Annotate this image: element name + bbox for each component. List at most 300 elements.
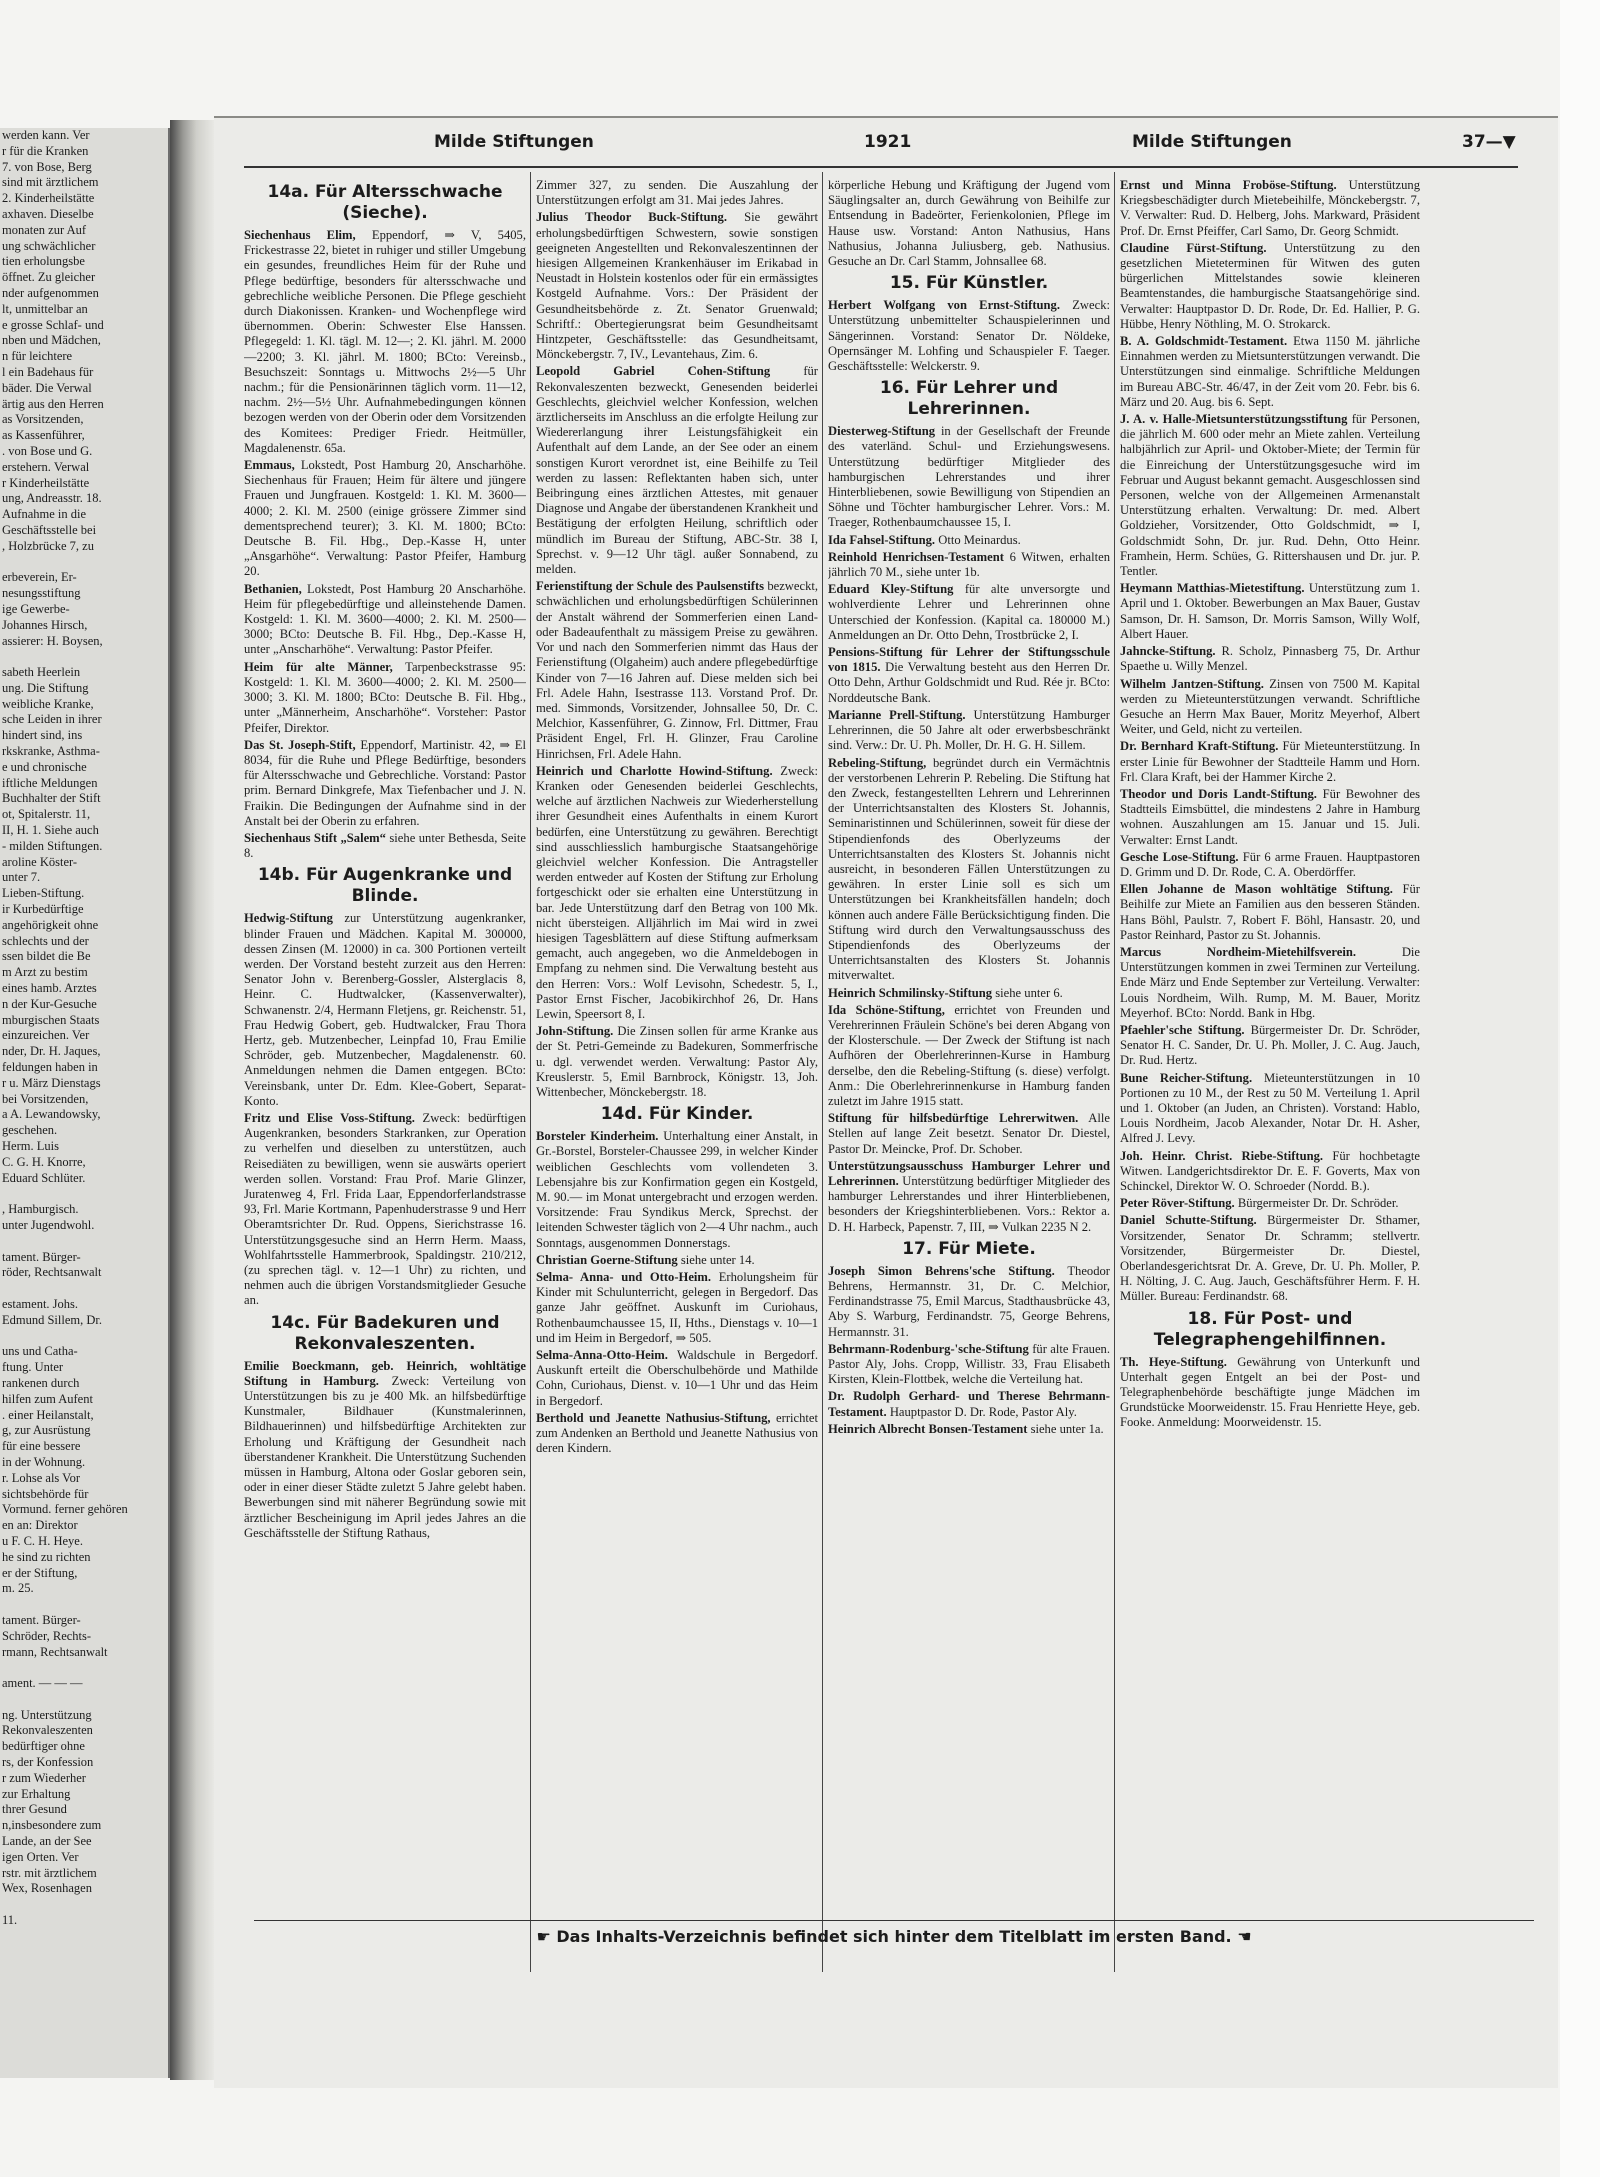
entry-text: für alte unversorgte und wohlverdiente Lehrer und Lehrerinnen ohne Unterschied der Konfession. (Kapital ca. 180000 M.) Anmeldungen an Dr. Otto Dehn, Trostbrücke 2, I. [828, 582, 1110, 642]
page [214, 116, 1558, 2088]
entry [1120, 739, 1420, 785]
entry [244, 738, 526, 829]
prev-page-line: nder aufgenommen [2, 285, 99, 300]
prev-page-line: ige Gewerbe- [2, 601, 70, 616]
entry-title: Reinhold Henrichsen-Testament [828, 549, 1004, 564]
entry [1120, 1355, 1420, 1431]
entry [828, 1389, 1110, 1419]
entry [828, 550, 1110, 580]
entry-text: errichtet von Freunden und Verehrerinnen Fräulein Schöne's bei deren Abgang von der Klosterschule. — Der Zweck der Stiftung ist nach Aufhören der Oberlehrerinnen-Kurse in Hamburg derselbe, den die Rebeling-Stiftung (s. diese) verfolgt. Anm.: Die Oberlehrerinnenkurse in Hamburg fanden zuletzt im Jahre 1915 statt. [828, 1002, 1110, 1108]
entry [828, 1111, 1110, 1157]
prev-page-line: . einer Heilanstalt, [2, 1407, 94, 1422]
entry-text: Eppendorf, ⇒ V, 5405, Frickestrasse 22, bietet in ruhiger und stiller Umgebung ein gesundes, freundliches Heim für der Ruhe und Pflege bedürftige, besonders für altersschwache und gebrechliche weibliche Personen. Die Pflege geschieht durch Diakonissen. Kranken- und Wochenpflege wird übernommen. Oberin: Schwester Else Hanssen. Pflegegeld: 1. Kl. tägl. M. 12—; 2. Kl. jährl. M. 2000—2200; 3. Kl. jährl. M. 1800; BCto: Vereinsb., Besuchszeit: Sonntags u. Mittwochs 2½—5 Uhr nachm.; für die Pensionärinnen täglich vorm. 11—12, nachm. 2½—5½ Uhr. Aufnahmebedingungen können bezogen werden von der Oberin oder dem Vorsitzenden des Komitees: Prediger Friedr. Heitmüller, Magdalenenstr. 65a. [244, 228, 526, 455]
prev-page-line: nben und Mädchen, [2, 333, 101, 348]
prev-page-line: as Kassenführer, [2, 428, 85, 443]
entry-title: Ernst und Minna Froböse-Stiftung. [1120, 178, 1337, 192]
entry-title: Ida Fahsel-Stiftung. [828, 532, 936, 547]
prev-page-line [0, 1692, 168, 1708]
prev-page-line: rankenen durch [2, 1375, 80, 1390]
entry-text: 6 Witwen, erhalten jährlich 70 M., siehe unter 1b. [828, 549, 1110, 580]
entry [1120, 581, 1420, 642]
entry-title: Diesterweg-Stiftung [828, 424, 936, 439]
prev-page-line: axhaven. Dieselbe [2, 206, 94, 221]
prev-page-line: assierer: H. Boysen, [2, 633, 103, 648]
entry-text: Die Zinsen sollen für arme Kranke aus der St. Petri-Gemeinde zu Badekuren, Sommerfrische u. dgl. verwendet werden. Verwaltung: Pastor Aly, Kreuslerstr. 5, Emil Barnbrock, Königstr. 13, Joh. Wittenbecher, Mönckebergstr. 18. [536, 1024, 818, 1099]
prev-page-line: ir Kurbedürftige [2, 902, 84, 917]
entry-text: begründet durch ein Vermächtnis der verstorbenen Lehrerin P. Rebeling. Die Stiftung hat den Zweck, festangestellten Lehrern und Lehrerinnen der Unterrichtsanstalten des Klosters St. Johannis, Seminaristinnen und Schülerinnen, soweit für diese der Stipendienfonds des Oberlyzeums der Unterrichtsanstalten des Klosters St. Johannis nicht ausreicht, in besonderen Fällen Unterstützungen zu gewähren. In erster Linie soll es sich um Unterstützungen bei Krankheitsfällen handeln; doch können auch andere Fälle Berücksichtigung finden. Die Stiftung wird durch den Verwaltungsausschuss des Stipendienfonds des Oberlyzeums der Unterrichtsanstalten des Klosters St. Johannis mitverwaltet. [828, 755, 1110, 983]
prev-page-line: ung, Andreasstr. 18. [2, 491, 102, 506]
entry-title: Claudine Fürst-Stiftung. [1120, 240, 1267, 255]
entry-title: Behrmann-Rodenburg-'sche-Stiftung [828, 1341, 1029, 1356]
entry-title: Theodor und Doris Landt-Stiftung. [1120, 786, 1317, 801]
entry-title: Selma-Anna-Otto-Heim. [536, 1348, 668, 1363]
section-heading-15: 15. Für Künstler. [889, 273, 1049, 294]
prev-page-line: ot, Spitalerstr. 11, [2, 807, 91, 822]
prev-page-line: 11. [2, 1913, 18, 1928]
prev-page-line: nesungsstiftung [2, 586, 81, 601]
prev-page-line [0, 1186, 168, 1202]
entry-title: Joseph Simon Behrens'sche Stiftung. [828, 1263, 1055, 1278]
entry-text: Zweck: bedürftigen Augenkranken, besonders Starkranken, zur Operation zu verhelfen und dieselben zu unterstützen, auch Reisediäten zu bewilligen, wenn sie auswärts operiert werden sollen. Vorstand: Frau Prof. Marie Glinzer, Juratenweg 4, Frl. Frida Laar, Eppendorferlandstrasse 93, Frl. Marie Kortmann, Papenhuderstrasse 9 und Herr Oberamtsrichter Dr. Rud. Oppens, Sierichstrasse 16. Unterstützungsgesuche sind an Herrn Herm. Maass, Wohlfahrtsstelle Hammerbrook, Spaldingstr. 210/212, (zu sprechen tägl. v. 12—1 Uhr) zu richten, und nehmen auch die übrigen Vorstandsmitglieder Gesuche an. [244, 1110, 526, 1308]
entry [828, 582, 1110, 643]
entry [536, 178, 818, 208]
prev-page-line: Lieben-Stiftung. [2, 886, 85, 901]
prev-page-line: Edmund Sillem, Dr. [2, 1312, 102, 1327]
entry-title: Rebeling-Stiftung, [828, 755, 927, 770]
entry-title: Daniel Schutte-Stiftung. [1120, 1213, 1257, 1228]
entry-title: Dr. Rudolph Gerhard- und Therese Behrmann-Testament. [828, 1389, 1110, 1419]
prev-page-line: e grosse Schlaf- und [2, 317, 104, 332]
entry-title: Eduard Kley-Stiftung [828, 582, 954, 597]
prev-page-line: Lande, an der See [2, 1834, 92, 1849]
entry-title: Hedwig-Stiftung [244, 911, 333, 926]
prev-page-line: C. G. H. Knorre, [2, 1154, 86, 1169]
prev-page-line: he sind zu richten [2, 1549, 91, 1564]
entry-text: Gewährung von Unterkunft und Unterhalt gegen Entgelt an bei der Post- und Telegraphenbehörde beschäftigte junge Mädchen im Grundstücke Moorweidenstr. 15. Frau Henriette Heye, geb. Fooke. Anmeldung: Moorweidenstr. 15. [1120, 1354, 1420, 1430]
entry [828, 645, 1110, 706]
prev-page-line: iftliche Meldungen [2, 775, 98, 790]
entry-text: Zimmer 327, zu senden. Die Auszahlung der Unterstützungen erfolgt am 31. Mai jedes Jahres. [536, 178, 818, 208]
prev-page-line: r Kinderheilstätte [2, 475, 90, 490]
entry-text: zur Unterstützung augenkranker, blinder Frauen und Mädchen. Kapital M. 300000, dessen Zinsen (M. 12000) in ca. 300 Portionen verteilt werden. Der Vorstand besteht zurzeit aus den Herren: Senator John v. Berenberg-Gossler, Alsterglacis 8, Heinr. C. Hudtwalcker, (Kassenverwalter), Schwanenstr. 2/4, Hermann Fletjens, gr. Reichenstr. 51, Frau Hedwig Gobert, geb. Hudtwalcker, Frau Thora Hertz, geb. Mutzenbecher, Leinpfad 10, Frau Emilie Schröder, geb. Mutzenbecher, Magdalenenstr. 60. Anmeldungen nehmen die Damen entgegen. BCto: Vereinsbank, unter Dr. Edm. Klee-Gobert, Separat-Konto. [244, 911, 526, 1108]
entry-title: Heinrich und Charlotte Howind-Stiftung. [536, 763, 773, 778]
header-rule [244, 166, 1518, 168]
entry-text: in der Gesellschaft der Freunde des vaterländ. Schul- und Erziehungswesens. Unterstützung bedürftiger Mitglieder des hamburgischen Lehrerstandes und ihrer Hinterbliebenen, sowie Bewilligung von Stipendien an Söhne und Töchter hamburgischer Lehrer. Vors.: M. Traeger, Rothenbaumchaussee 15, I. [828, 424, 1110, 530]
entry [536, 579, 818, 761]
column-rule [1114, 172, 1115, 1972]
entry [244, 582, 526, 658]
prev-page-line: mburgischen Staats [2, 1012, 100, 1027]
entry-title: Marcus Nordheim-Mietehilfsverein. [1120, 944, 1356, 959]
entry [244, 1359, 526, 1541]
entry-text: Unterhaltung einer Anstalt, in Gr.-Borstel, Borsteler-Chaussee 299, in welcher Kinder weiblichen Geschlechts vom vollendeten 3. Lebensjahre bis zur Konfirmation gegen ein Kostgeld, M. 90.— im Monat untergebracht und erzogen werden. Vorsitzende: Frau Syndikus Merck, Sprechst. der leitenden Schwester täglich von 2—4 Uhr nachm., auch Sonntags, ausgenommen Donnerstags. [536, 1129, 818, 1250]
entry [536, 364, 818, 577]
prev-page-line [0, 555, 168, 571]
entry-text: Mieteunterstützungen in 10 Portionen zu 10 M., der Rest zu 50 M. Verteilung 1. April und 1. Oktober (an Juden, an Christen). Vorstand: Hablo, Louis Nordheim, Jacob Alexander, Notar Dr. H. Asher, Alfred J. Levy. [1120, 1070, 1420, 1146]
prev-page-line: monaten zur Auf [2, 222, 87, 237]
entry-title: Heinrich Schmilinsky-Stiftung [828, 985, 993, 1000]
prev-page-line: igen Orten. Ver [2, 1849, 79, 1864]
entry-text: siehe unter 14. [680, 1252, 755, 1267]
entry [1120, 787, 1420, 848]
column-4 [1120, 178, 1420, 1973]
prev-page-line: erstehern. Verwal [2, 459, 90, 474]
entry [536, 764, 818, 1022]
entry-text: Tarpenbeckstrasse 95: Kostgeld: 1. Kl. M. 3600—4000; 2. Kl. M. 2500—3000; 3. Kl. M. 1800; BCto: Deutsche B. Fil. Hbg., unter „Männerheim, Anscharhöhe“. Vorsteher: Pastor Pfeifer, Direktor. [244, 659, 526, 735]
prev-page-line: g, zur Ausrüstung [2, 1423, 91, 1438]
prev-page-line: bäder. Die Verwal [2, 380, 92, 395]
prev-page-line: feldungen haben in [2, 1060, 98, 1075]
prev-page-line: l ein Badehaus für [2, 364, 94, 379]
entry-title: Bethanien, [244, 581, 302, 596]
prev-page-line: u F. C. H. Heye. [2, 1533, 83, 1548]
entry [1120, 241, 1420, 332]
prev-page-line: sichtsbehörde für [2, 1486, 89, 1501]
entry [1120, 412, 1420, 579]
entry [828, 424, 1110, 530]
prev-page-line: Buchhalter der Stift [2, 791, 101, 806]
entry-text: Zweck: Kranken oder Genesenden beiderlei Geschlechts, welche auf ärztlichen Nachweis zur Wiederherstellung ihrer Gesundheit eines Aufenthalts in einem Kurort bedürfen, eine Unterstützung zu gewähren. Berechtigt sind ausschliesslich hamburgische Staatsangehörige gleichviel welcher Konfession. Die Antragsteller werden entweder auf Kosten der Stiftung zur Erholung fortgeschickt oder sie erhalten eine Unterstützung in bar. Jede Unterstützung darf den Betrag von 100 Mk. nicht übersteigen. Alljährlich im Mai wird in zwei hiesigen Tagesblättern auf diese Stiftung aufmerksam gemacht, auch angegeben, wo die Anmeldebogen in Empfang zu nehmen sind. Die Verwaltung besteht aus den Herren: Vors.: Wolf Levisohn, Schedestr. 5, I., Pastor Ernst Fischer, Jacobikirchhof 26, Dr. Hans Lewin, Speersort 8, I. [536, 763, 818, 1021]
entry-text: für Personen, die jährlich M. 600 oder mehr an Miete zahlen. Verteilung halbjährlich zur April- und Oktober-Miete; der Termin für die Einreichung der Unterstützungsgesuche wird im Februar und August bekannt gemacht. Ausgeschlossen sind Personen, welche von der Allgemeinen Armenanstalt Unterstützung erhalten. Verwaltung: Dr. med. Albert Goldzieher, Vorsitzender, Otto Goldschmidt, ⇒ I, Goldschmidt Sohn, Dr. jur. Rud. Dehn, Otto Heinr. Framhein, Herm. Schües, G. Rittershausen und Dr. jur. P. Tentler. [1120, 412, 1420, 579]
entry [1120, 945, 1420, 1021]
column-rule [530, 172, 531, 1972]
prev-page-line: eines hamb. Arztes [2, 981, 97, 996]
prev-page-line: r u. März Dienstags [2, 1075, 101, 1090]
prev-page-line: in der Wohnung. [2, 1454, 86, 1469]
entry-text: Eppendorf, Martinistr. 42, ⇒ El 8034, für die Ruhe und Pflege Bedürftige, besonders für Altersschwache und Gebrechliche. Vorstand: Pastor prim. Bernard Dinkgrefe, Max Tiefenbacher und J. N. Fraikin. Die Bedingungen der Aufnahme sind in der Anstalt bei der Oberin zu erfahren. [244, 737, 526, 828]
entry [828, 298, 1110, 374]
prev-page-line: 7. von Bose, Berg [2, 159, 92, 174]
section-heading-17: 17. Für Miete. [902, 1238, 1036, 1259]
prev-page-line: zur Erhaltung [2, 1786, 71, 1801]
entry-text: Für Bewohner des Stadtteils Eimsbüttel, die mindestens 2 Jahre in Hamburg wohnen. Auszahlungen am 15. Januar und 15. Juli. Verwalter: Ernst Landt. [1120, 786, 1420, 847]
entry-text: Unterstützung zu den gesetzlichen Mieteterminen für Witwen des guten bürgerlichen Mittelstandes sowie kleineren Beamtenstandes, die hamburgische Staatsangehörige sind. Verwalter: Hauptpastor D. Dr. Rode, Dr. Ed. Hallier, P. G. Hübbe, Henry Nöthling, M. O. Strokarck. [1120, 240, 1420, 331]
entry-text: Sie gewährt erholungsbedürftigen Schwestern, sowie sonstigen geeigneten Angestellten und Rekonvaleszentinnen der hiesigen Allgemeinen Krankenhäuser im Erikabad in Neustadt in Holstein kostenlos oder für ein ermässigtes Kostgeld Aufnahme. Vors.: Der Präsident der Gesundheitsbehörde z. Zt. Senator Gruenwald; Schriftf.: Obertegierungsrat beim Gesundheitsamt Hintzpeter, Geschäftsstelle: das Gesundheitsamt, Mönckebergstr. 7, IV., Levantehaus, Zim. 6. [536, 210, 818, 362]
prev-page-line: bedürftiger ohne [2, 1739, 85, 1754]
entry-text: siehe unter 6. [995, 985, 1063, 1000]
prev-page-line: ng. Unterstützung [2, 1707, 92, 1722]
section-heading-14c: 14c. Für Badekuren und Rekonvaleszenten. [270, 1312, 500, 1354]
prev-page-line: schlechts und der [2, 933, 89, 948]
prev-page-line: rmann, Rechtsanwalt [2, 1644, 108, 1659]
prev-page-line: . von Bose und G. [2, 443, 93, 458]
prev-page-line: m Arzt zu bestim [2, 965, 88, 980]
entry-text: für Rekonvaleszenten bezweckt, Genesenden beiderlei Geschlechts, gleichviel welcher Konfession, welchen ärztlicherseits im Anschluss an die erfolgte Heilung zur Wiedererlangung ihrer Leistungsfähigkeit ein Aufenthalt auf dem Lande, an der See oder an einem sonstigen Kurort verordnet ist, eine Beihilfe zu Teil werden zu lassen: Reflektanten haben sich, unter Beibringung eines ärztlichen Attestes, mit genauer Diagnose und Angabe der überstandenen Krankheit und Bestätigung der erfolgten Heilung, schriftlich oder mündlich im Bureau der Stiftung, ABC-Str. 38 I, Sprechst. v. 9—12 Uhr tägl. außer Sonnabend, zu melden. [536, 364, 818, 577]
prev-page-line: nder, Dr. H. Jaques, [2, 1044, 101, 1059]
prev-page-line: e und chronische [2, 759, 87, 774]
entry [244, 228, 526, 456]
prev-page-line: Wex, Rosenhagen [2, 1881, 92, 1896]
prev-page-line: tament. Bürger- [2, 1249, 81, 1264]
entry [1120, 1196, 1420, 1211]
entry [536, 210, 818, 362]
prev-page-line: Eduard Schlüter. [2, 1170, 86, 1185]
entry-text: Otto Meinardus. [938, 532, 1021, 547]
header-right: Milde Stiftungen [1132, 132, 1292, 152]
prev-page-line: II, H. 1. Siehe auch [2, 823, 99, 838]
entry-title: Herbert Wolfgang von Ernst-Stiftung. [828, 298, 1060, 313]
entry [1120, 334, 1420, 410]
entry [828, 1342, 1110, 1388]
prev-page-line: geschehen. [2, 1123, 58, 1138]
entry [536, 1253, 818, 1268]
pointing-hand-right-icon: ☚ [1237, 1927, 1252, 1946]
entry-title: Pensions-Stiftung für Lehrer der Stiftungsschule von 1815. [828, 645, 1110, 675]
prev-page-line: a A. Lewandowsky, [2, 1107, 101, 1122]
entry [828, 1422, 1110, 1437]
entry [1120, 1023, 1420, 1069]
entry-text: Zinsen von 7500 M. Kapital werden zu Mieteunterstützungen verwandt. Schriftliche Gesuche an Herrn Max Bauer, Moritz Meyerhof, Albert Weiter, und Geld, nicht zu verteilen. [1120, 676, 1420, 737]
prev-page-line: er der Stiftung, [2, 1565, 78, 1580]
entry-text: Bürgermeister Dr. Dr. Schröder. [1237, 1196, 1399, 1211]
entry-text: Bürgermeister Dr. Dr. Schröder, Senator H. C. Sander, Dr. U. Ph. Moller, J. C. Aug. Jauch, Dr. Rud. Hertz. [1120, 1022, 1420, 1068]
entry-title: Berthold und Jeanette Nathusius-Stiftung, [536, 1410, 771, 1425]
footer-text: Das Inhalts-Verzeichnis befindet sich hinter dem Titelblatt im ersten Band. [556, 1927, 1232, 1946]
entry-title: J. A. v. Halle-Mietsunterstützungsstiftung [1120, 412, 1348, 427]
entry-title: Stiftung für hilfsbedürftige Lehrerwitwen. [828, 1111, 1079, 1126]
prev-page-line: rkskranke, Asthma- [2, 744, 100, 759]
entry [1120, 677, 1420, 738]
entry [536, 1129, 818, 1251]
prev-page-line: lt, unmittelbar an [2, 301, 88, 316]
entry-text: Theodor Behrens, Hermannstr. 31, Dr. C. Melchior, Ferdinandstrasse 75, Emil Marcus, Stadthausbrücke 43, Aby S. Warburg, Ferdinandstr. 75, George Behrens, Hermannstr. 31. [828, 1263, 1110, 1339]
section-heading-14a: 14a. Für Altersschwache (Sieche). [267, 182, 503, 223]
entry [244, 660, 526, 736]
entry-title: Unterstützungsausschuss Hamburger Lehrer und Lehrerinnen. [828, 1158, 1110, 1188]
prev-page-line: , Holzbrücke 7, zu [2, 538, 94, 553]
section-heading-18: 18. Für Post- und Telegraphengehilfinnen. [1153, 1308, 1387, 1350]
entry-title: Emilie Boeckmann, geb. Heinrich, wohltätige Stiftung in Hamburg. [244, 1358, 526, 1388]
entry-title: Christian Goerne-Stiftung [536, 1252, 678, 1267]
prev-page-line [0, 1281, 168, 1297]
prev-page-line: ftung. Unter [2, 1360, 64, 1375]
entry [536, 1411, 818, 1457]
entry [828, 708, 1110, 754]
prev-page-line: rstr. mit ärztlichem [2, 1865, 97, 1880]
entry-text: Die Unterstützungen kommen in zwei Terminen zur Verteilung. Ende März und Ende September zur Verteilung. Verwalter: Louis Nordheim, Wilh. Rump, M. M. Bauer, Moritz Meyerhof. BCto: Nordd. Bank in Hbg. [1120, 944, 1420, 1020]
prev-page-line: weibliche Kranke, [2, 696, 94, 711]
entry [1120, 1149, 1420, 1195]
prev-page-line: as Vorsitzenden, [2, 412, 84, 427]
entry-text: Unterstützung zum 1. April und 1. Oktober. Bewerbungen an Max Bauer, Gustav Samson, Dr. H. Samson, Dr. Morris Samson, Willy Wolf, Albert Hauer. [1120, 581, 1420, 641]
prev-page-line: Aufnahme in die [2, 507, 87, 522]
footer-rule [254, 1920, 1534, 1921]
page-number: 37—▼ [1462, 132, 1516, 152]
prev-page-line: Johannes Hirsch, [2, 617, 88, 632]
entry-title: Wilhelm Jantzen-Stiftung. [1120, 676, 1264, 691]
prev-page-line: Geschäftsstelle bei [2, 522, 97, 537]
prev-page-line: n für leichtere [2, 349, 73, 364]
entry-title: Selma- Anna- und Otto-Heim. [536, 1270, 712, 1285]
prev-page-line: hilfen zum Aufent [2, 1391, 93, 1406]
entry-title: Jahncke-Stiftung. [1120, 644, 1216, 659]
entry [828, 756, 1110, 984]
prev-page-line [0, 1234, 168, 1250]
header-year: 1921 [864, 132, 912, 152]
prev-page-line: ament. — — — [2, 1676, 83, 1691]
entry-text: errichtet zum Andenken an Berthold und Jeanette Nathusius von deren Kindern. [536, 1410, 818, 1456]
pointing-hand-left-icon: ☛ [536, 1927, 551, 1946]
prev-page-line: sabeth Heerlein [2, 665, 81, 680]
prev-page-line [0, 1329, 168, 1345]
section-heading-14b: 14b. Für Augenkranke und Blinde. [257, 865, 513, 907]
prev-page-line: hindert sind, ins [2, 728, 83, 743]
entry [1120, 882, 1420, 943]
entry-text: Unterstützung Hamburger Lehrerinnen, die 50 Jahre alt oder erwerbsbeschränkt sind. Verw.: Dr. U. Ph. Moller, Dr. H. G. H. Sillem. [828, 707, 1110, 753]
column-2 [536, 178, 818, 1973]
entry [536, 1270, 818, 1346]
entry-text: Für Beihilfe zur Miete an Familien aus den besseren Ständen. Hans Böhl, Paulstr. 7, Robert F. Böhl, Hansastr. 20, und Pastor Reinhard, Pastor zu St. Johannis. [1120, 882, 1420, 942]
header-left: Milde Stiftungen [434, 132, 594, 152]
prev-page-line: r für die Kranken [2, 143, 89, 158]
entry [536, 1024, 818, 1100]
prev-page-line: threr Gesund [2, 1802, 67, 1817]
entry-text: Für 6 arme Frauen. Hauptpastoren D. Grimm und D. Dr. Rode, C. A. Oberdörffer. [1120, 849, 1420, 879]
entry-title: Ellen Johanne de Mason wohltätige Stiftung. [1120, 882, 1393, 897]
entry-text: R. Scholz, Pinnasberg 75, Dr. Arthur Spaethe u. Willy Menzel. [1120, 644, 1420, 674]
entry [828, 986, 1110, 1001]
entry-title: Ida Schöne-Stiftung, [828, 1002, 945, 1017]
entry-text: körperliche Hebung und Kräftigung der Jugend vom Säuglingsalter an, durch Gewährung von Beihilfe zur Entsendung in Badeörter, Ferienkolonien, Pflege im Hause usw. Vorstand: Anton Nathusius, Hans Nathusius, Johanna Juliusberg, geb. Nathusius. Gesuche an Dr. Carl Stamm, Johnsallee 68. [828, 178, 1110, 269]
entry-text: bezweckt, schwächlichen und erholungsbedürftigen Schülerinnen der Anstalt während der Sommerferien einen Land- oder Badeaufenthalt zu mässigem Preise zu gewähren. Vor und nach den Sommerferien nimmt das Haus der Ferienstiftung (Olgaheim) auch andere pflegebedürftige Kinder von 7—16 Jahren auf. Diese melden sich bei Frl. Adele Hahn, Isestrasse 113. Vorstand Prof. Dr. med. Simmonds, Vorsitzender, Johnsallee 50, Dr. C. Melchior, Kassenführer, G. Zinnow, Frl. Dittmer, Frau Präsident Engel, Frl. H. Glinzer, Frau Caroline Hinrichsen, Frl. Adele Hahn. [536, 579, 818, 761]
previous-page-fragment [0, 128, 170, 2078]
column-1 [244, 178, 526, 1973]
prev-page-line: sind mit ärztlichem [2, 175, 99, 190]
prev-page-line: ung schwächlicher [2, 238, 96, 253]
prev-page-line: n,insbesondere zum [2, 1818, 102, 1833]
prev-page-line: unter Jugendwohl. [2, 1217, 95, 1232]
prev-page-line: tament. Bürger- [2, 1612, 81, 1627]
footer-note [254, 1920, 1534, 1946]
entry-text: Lokstedt, Post Hamburg 20 Anscharhöhe. Heim für pflegebedürftige und alleinstehende Damen. Kostgeld: 1. Kl. M. 3600—4000; 2. Kl. M. 2500—3000; BCto: Deutsche B. Fil. Hbg., Dep.-Kasse H, unter „Anscharhöhe“. Verwaltung: Pastor Pfeifer. [244, 581, 526, 657]
entry-text: Alle Stellen auf lange Zeit besetzt. Senator Dr. Diestel, Pastor Dr. Meincke, Prof. Dr. Schober. [828, 1111, 1110, 1156]
entry [244, 1111, 526, 1309]
entry-title: Siechenhaus Elim, [244, 228, 356, 242]
entry-title: Heymann Matthias-Mietestiftung. [1120, 581, 1305, 596]
entry-title: Emmaus, [244, 458, 295, 473]
entry [244, 831, 526, 861]
entry-title: Julius Theodor Buck-Stiftung. [536, 210, 727, 225]
prev-page-line: öffnet. Zu gleicher [2, 270, 96, 285]
entry-text: Erholungsheim für Kinder mit Schulunterricht, gelegen in Bergedorf. Das ganze Jahr geöffnet. Auskunft im Curiohaus, Rothenbaumchaussee 15, II, Hths., Dienstags v. 10—1 und im Heim in Bergedorf, ⇒ 505. [536, 1270, 818, 1345]
prev-page-line: Rekonvaleszenten [2, 1723, 93, 1738]
entry-text: Lokstedt, Post Hamburg 20, Anscharhöhe. Siechenhaus für Frauen; Heim für ältere und jüngere Frauen und Jungfrauen. Kostgeld: 1. Kl. M. 3600—4000; 2. Kl. M. 2500 (einige grössere Zimmer sind dementsprechend teurer); 3. Kl. M. 1800; BCto: Deutsche B. Fil. Hbg., Dep.-Kasse H, unter „Ansgarhöhe“. Verwaltung: Pastor Pfeifer, Hamburg 20. [244, 458, 526, 579]
entry-title: Joh. Heinr. Christ. Riebe-Stiftung. [1120, 1148, 1324, 1163]
column-3 [828, 178, 1110, 1973]
entry [1120, 178, 1420, 239]
entry-title: Peter Röver-Stiftung. [1120, 1196, 1235, 1211]
entry-text: Für hochbetagte Witwen. Landgerichtsdirektor Dr. E. F. Goverts, Max von Schinckel, Direktor W. O. Schroeder (Nordd. B.). [1120, 1148, 1420, 1193]
entry-text: Für Mieteunterstützung. In erster Linie für Bewohner der Stadtteile Hamm und Horn. Frl. Clara Kraft, bei der Hammer Kirche 2. [1120, 739, 1420, 784]
prev-page-line [0, 1597, 168, 1613]
section-heading-14d: 14d. Für Kinder. [600, 1104, 754, 1125]
book-gutter [170, 120, 214, 2080]
entry [828, 533, 1110, 548]
prev-page-line: Schröder, Rechts- [2, 1628, 92, 1643]
entry-title: Heinrich Albrecht Bonsen-Testament [828, 1421, 1028, 1436]
entry [1120, 644, 1420, 674]
entry-text: Unterstützung Kriegsbeschädigter durch Mietebeihilfe, Mönckebergstr. 7, V. Verwalter: Rud. D. Helberg, Johs. Markward, Präsident Prof. Dr. Ernst Pfeiffer, Carl Samo, Dr. Georg Schmidt. [1120, 178, 1420, 238]
entry [1120, 1213, 1420, 1304]
prev-page-line [0, 1660, 168, 1676]
entry [1120, 850, 1420, 880]
entry-title: Siechenhaus Stift „Salem“ [244, 830, 386, 845]
entry-text: Etwa 1150 M. jährliche Einnahmen werden zu Mietsunterstützungen verwandt. Die Unterstützungen sind einmalige. Schriftliche Meldungen im Bureau ABC-Str. 46/47, in der Zeit vom 20. Febr. bis 6. März und 20. Aug. bis 6. Sept. [1120, 334, 1420, 409]
prev-page-line: r. Lohse als Vor [2, 1470, 81, 1485]
prev-page-line: m. 25. [2, 1581, 34, 1596]
entry [536, 1348, 818, 1409]
entry-title: Fritz und Elise Voss-Stiftung. [244, 1110, 415, 1125]
entry-title: Marianne Prell-Stiftung. [828, 707, 966, 722]
entry-title: B. A. Goldschmidt-Testament. [1120, 334, 1288, 349]
prev-page-line: Herm. Luis [2, 1139, 59, 1153]
prev-page-line: - milden Stiftungen. [2, 838, 103, 853]
entry-text: siehe unter 1a. [1030, 1421, 1104, 1436]
prev-page-line: , Hamburgisch. [2, 1202, 79, 1217]
entry-text: Zweck: Verteilung von Unterstützungen bis zu je 400 Mk. an hilfsbedürftige Kunstmaler, Bildhauer (Kunstmalerinnen, Bildhauerinnen) und hilfsbedürftige Architekten zur Erholung und Kräftigung der Gesundheit nach überstandener Krankheit. Die Unterstützung Suchenden müssen in Hamburg, Altona oder Goslar geboren sein, oder in einer dieser Städte zuletzt 5 Jahre gelebt haben. Bewerbungen sind mit näherer Begründung sowie mit ärztlicher Bescheinigung im April jedes Jahres an die Geschäftsstelle der Stiftung Rathaus, [244, 1373, 526, 1540]
prev-page-line: sche Leiden in ihrer [2, 712, 102, 727]
section-heading-16: 16. Für Lehrer und Lehrerinnen. [879, 378, 1059, 420]
entry [828, 1159, 1110, 1235]
entry [828, 178, 1110, 269]
prev-page-line: röder, Rechtsanwalt [2, 1265, 102, 1280]
entry-text: für alte Frauen. Pastor Aly, Johs. Cropp, Willistr. 33, Frau Elisabeth Kirsten, Klein-Flottbek, welche die Verteilung hat. [828, 1341, 1110, 1387]
entry-text: siehe unter Bethesda, Seite 8. [244, 830, 526, 861]
prev-page-line: ssen bildet die Be [2, 949, 91, 964]
prev-page-line: r zum Wiederher [2, 1770, 86, 1785]
prev-page-line: n der Kur-Gesuche [2, 996, 97, 1011]
prev-page-line: bei Vorsitzenden, [2, 1091, 89, 1106]
entry-text: Waldschule in Bergedorf. Auskunft erteilt die Oberschulbehörde und Mathilde Cohn, Curiohaus, Dienst. v. 10—1 Uhr und das Heim in Bergedorf. [536, 1348, 818, 1408]
entry-title: Leopold Gabriel Cohen-Stiftung [536, 364, 771, 379]
prev-page-line: für eine bessere [2, 1439, 81, 1454]
prev-page-line: ärtig aus den Herren [2, 396, 104, 411]
entry-title: Pfaehler'sche Stiftung. [1120, 1022, 1245, 1037]
entry-title: Heim für alte Männer, [244, 659, 393, 674]
entry-text: Die Verwaltung besteht aus den Herren Dr. Otto Dehn, Arthur Goldschmidt und Rud. Rée jr. BCto: Norddeutsche Bank. [828, 660, 1110, 705]
prev-page-line: 2. Kinderheilstätte [2, 191, 95, 206]
prev-page-line: werden kann. Ver [2, 128, 90, 142]
entry-title: Dr. Bernhard Kraft-Stiftung. [1120, 739, 1279, 754]
entry [828, 1003, 1110, 1109]
entry-text: Hauptpastor D. Dr. Rode, Pastor Aly. [889, 1404, 1077, 1419]
column-rule [822, 172, 823, 1972]
entry-title: Gesche Lose-Stiftung. [1120, 849, 1239, 864]
prev-page-line: einzureichen. Ver [2, 1028, 90, 1043]
prev-page-line: aroline Köster- [2, 854, 78, 869]
entry-text: Bürgermeister Dr. Sthamer, Vorsitzender, Senator Dr. Schramm; stellvertr. Vorsitzender, Bürgermeister Dr. Diestel, Oberlandesgerichtsrat Dr. A. Greve, Dr. U. Ph. Moller, P. H. Nölting, J. C. Aug. Jauch, Geschäftsführer Herm. F. H. Müller. Bureau: Ferdinandstr. 68. [1120, 1213, 1420, 1304]
prev-page-line: rs, der Konfession [2, 1755, 94, 1770]
prev-page-line: uns und Catha- [2, 1344, 78, 1359]
scan-margin [1560, 0, 1600, 2177]
entry-text: Zweck: Unterstützung unbemittelter Schauspielerinnen und Sängerinnen. Vorstand: Senator Dr. Nöldeke, Opernsänger M. Lohfing und Schauspieler F. Taeger. Geschäftsstelle: Welckerstr. 9. [828, 298, 1110, 374]
entry [828, 1264, 1110, 1340]
prev-page-line: tien erholungsbe [2, 254, 85, 269]
entry-text: Unterstützung bedürftiger Mitglieder des hamburger Lehrerstandes und ihrer Hinterbliebenen, besonders der Kriegshinterbliebenen. Vors.: Rektor a. D. H. Harbeck, Papenstr. 7, III, ⇒ Vulkan 2235 N 2. [828, 1173, 1110, 1234]
entry-title: Th. Heye-Stiftung. [1120, 1354, 1227, 1369]
prev-page-line: ung. Die Stiftung [2, 680, 89, 695]
entry [244, 911, 526, 1109]
prev-page-line: Vormund. ferner gehören [2, 1502, 128, 1517]
entry-title: Bune Reicher-Stiftung. [1120, 1070, 1253, 1085]
running-header [214, 132, 1558, 162]
entry-title: Ferienstiftung der Schule des Paulsenstifts [536, 579, 765, 594]
prev-page-line [0, 1897, 168, 1913]
prev-page-line: en an: Direktor [2, 1518, 78, 1533]
entry-title: Das St. Joseph-Stift, [244, 737, 356, 752]
entry [1120, 1071, 1420, 1147]
entry-title: John-Stiftung. [536, 1024, 614, 1039]
